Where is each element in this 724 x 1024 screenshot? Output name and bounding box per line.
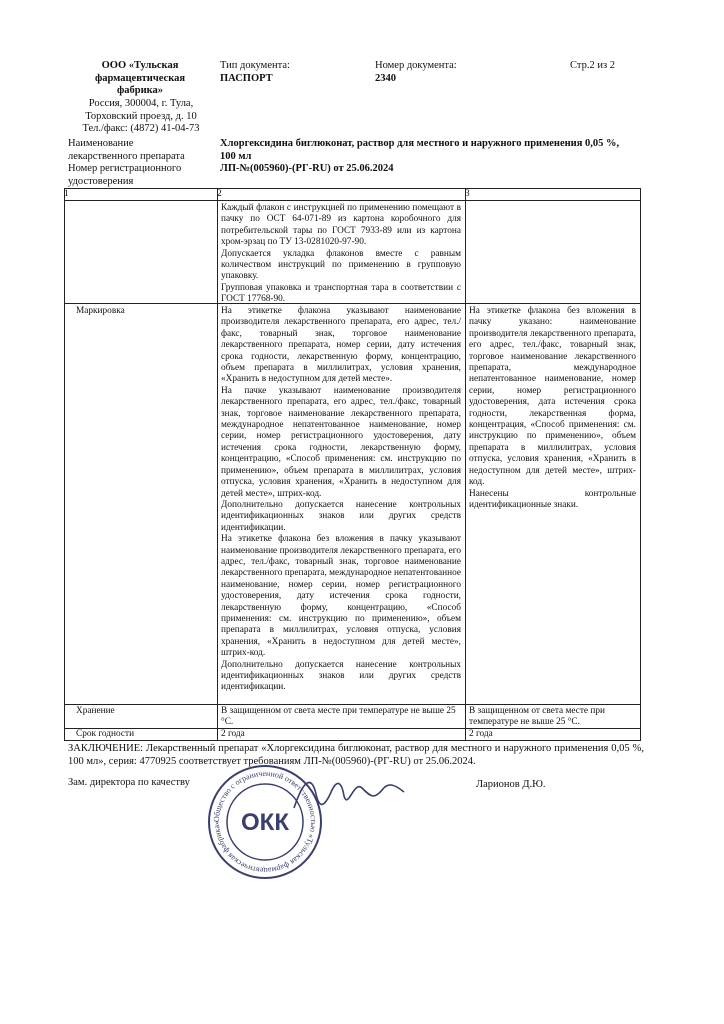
product-name-value (220, 138, 660, 163)
column-header-2: 2 (217, 189, 222, 199)
table-rule (217, 188, 218, 740)
storage-requirement: В защищенном от света месте при температуре не выше 25 °С. (221, 706, 456, 728)
marking-paragraph: На пачке указывают наименование производителя лекарственного препарата, его адрес, тел./факс, товарный знак, торговое наименование лекарственного препарата, международное непатентованное наименование, номер серии, номер регистрационного удостоверения, дату истечения срока годности, лекарственную форму, концентрацию, «Способ применения: см. инструкцию по применению», объем препарата в миллилитрах, условия отпуска, условия хранения, «Хранить в недоступном для детей месте», штрих-код. (221, 385, 461, 499)
table-rule (64, 188, 65, 740)
shelf-life-requirement: 2 года (221, 729, 245, 739)
company-address-line: Торховский проезд, д. 10 (85, 110, 197, 122)
storage-result: В защищенном от света месте при температуре не выше 25 °С. (469, 706, 605, 728)
company-name-line: фармацевтическая (94, 72, 186, 84)
marking-cell-requirements (221, 306, 461, 694)
table-rule (640, 188, 641, 740)
column-header-1: 1 (64, 189, 69, 199)
packaging-paragraph: Каждый флакон с инструкцией по применению помещают в пачку по ОСТ 64-071-89 из картона коробочного для потребительской тары по ГОСТ 7933-89 или из картона хром-эрзац по ТУ 13-0281020-97-90. (221, 203, 461, 248)
product-name-label-line: Наименование (68, 138, 134, 149)
reg-number-label-line: удостоверения (68, 175, 134, 187)
storage-label: Хранение (76, 706, 115, 716)
table-rule (64, 704, 641, 705)
marking-paragraph: Дополнительно допускается нанесение контрольных идентификационных знаков или других средств идентификации. (221, 659, 461, 693)
company-name-line: ООО «Тульская (101, 60, 179, 71)
company-address (66, 98, 216, 136)
marking-result-paragraph: На этикетке флакона без вложения в пачку указано: наименование производителя лекарственного препарата, его адрес, тел./факс, товарный знак, торговое наименование лекарственного препарата, международное непатентованное наименование, номер серии, номер регистрационного удостоверения, дата истечения срока годности, лекарственная форма, концентрация, «Способ применения: см. инструкцию по применению», объем препарата в миллилитрах, условия отпуска, условия хранения, «Хранить в недоступном для детей месте», штрих-код. (469, 306, 636, 488)
packaging-cell (221, 203, 461, 306)
page-number: Стр.2 из 2 (570, 60, 615, 71)
company-address-line: Тел./факс: (4872) 41-04-73 (82, 123, 200, 134)
marking-label: Маркировка (76, 306, 125, 316)
doc-number (375, 60, 457, 85)
company-address-line: Россия, 300004, г. Тула, (88, 98, 194, 109)
marking-paragraph: На этикетке флакона указывают наименование производителя лекарственного препарата, его адрес, тел./факс, товарный знак, торговое наименование лекарственного препарата, номер серии, дату истечения срока годности, лекарственную форму, концентрацию, объем препарата в миллилитрах, условия хранения, «Хранить в недоступном для детей месте». (221, 306, 461, 385)
signatory-name: Ларионов Д.Ю. (476, 779, 546, 790)
product-name-value-line: Хлоргексидина биглюконат, раствор для местного и наружного применения 0,05 %, (220, 138, 620, 149)
table-rule (465, 188, 466, 740)
marking-paragraph: На этикетке флакона без вложения в пачку указывают наименование производителя лекарственного препарата, его адрес, тел./факс, товарный знак, торговое наименование лекарственного препарата, международное непатентованное наименование, номер серии, номер регистрационного удостоверения, дату истечения срока годности, лекарственную форму, концентрацию, «Способ применения: см. инструкцию по применению», объем препарата в миллилитрах, условия отпуска, условия хранения, «Хранить в недоступном для детей месте», штрих-код. (221, 534, 461, 659)
doc-number-label: Номер документа: (375, 60, 457, 71)
company-name (70, 60, 210, 98)
doc-type (220, 60, 290, 85)
doc-type-value: ПАСПОРТ (220, 72, 273, 84)
product-name-label-line: лекарственного препарата (68, 150, 185, 162)
reg-number-label (68, 163, 218, 188)
reg-number-value: ЛП-№(005960)-(РГ-RU) от 25.06.2024 (220, 163, 394, 174)
packaging-paragraph: Групповая упаковка и транспортная тара в соответствии с ГОСТ 17768-90. (221, 282, 461, 305)
marking-paragraph: Дополнительно допускается нанесение контрольных идентификационных знаков или других средств идентификации. (221, 499, 461, 533)
conclusion: ЗАКЛЮЧЕНИЕ: Лекарственный препарат «Хлоргексидина биглюконат, раствор для местного и наружного применения 0,05 %, 100 мл», серия: 4770925 соответствует требованиям ЛП-№(005960)-(РГ-RU) от 25.06.2024. (68, 743, 644, 767)
marking-cell-results (469, 306, 636, 511)
company-name-line: фабрика» (116, 85, 164, 96)
shelf-life-result: 2 года (469, 729, 493, 739)
reg-number-label-line: Номер регистрационного (68, 163, 182, 174)
shelf-life-label: Срок годности (76, 729, 135, 739)
signatory-position: Зам. директора по качеству (68, 777, 190, 788)
packaging-paragraph: Допускается укладка флаконов вместе с равным количеством инструкций по применению в групповую упаковку. (221, 248, 461, 282)
product-name-value-line: 100 мл (220, 150, 252, 162)
marking-result-paragraph: Нанесены контрольные идентификационные знаки. (469, 488, 636, 510)
column-header-3: 3 (465, 189, 470, 199)
handwritten-signature (290, 770, 410, 820)
doc-type-label: Тип документа: (220, 60, 290, 71)
stamp-ring-text: Общество с ограниченной ответственностью «Тульская фармацевтическая фабрика» (211, 768, 319, 876)
product-name-label (68, 138, 218, 163)
stamp-center-text: ОКК (241, 809, 289, 836)
doc-number-value: 2340 (375, 72, 396, 84)
